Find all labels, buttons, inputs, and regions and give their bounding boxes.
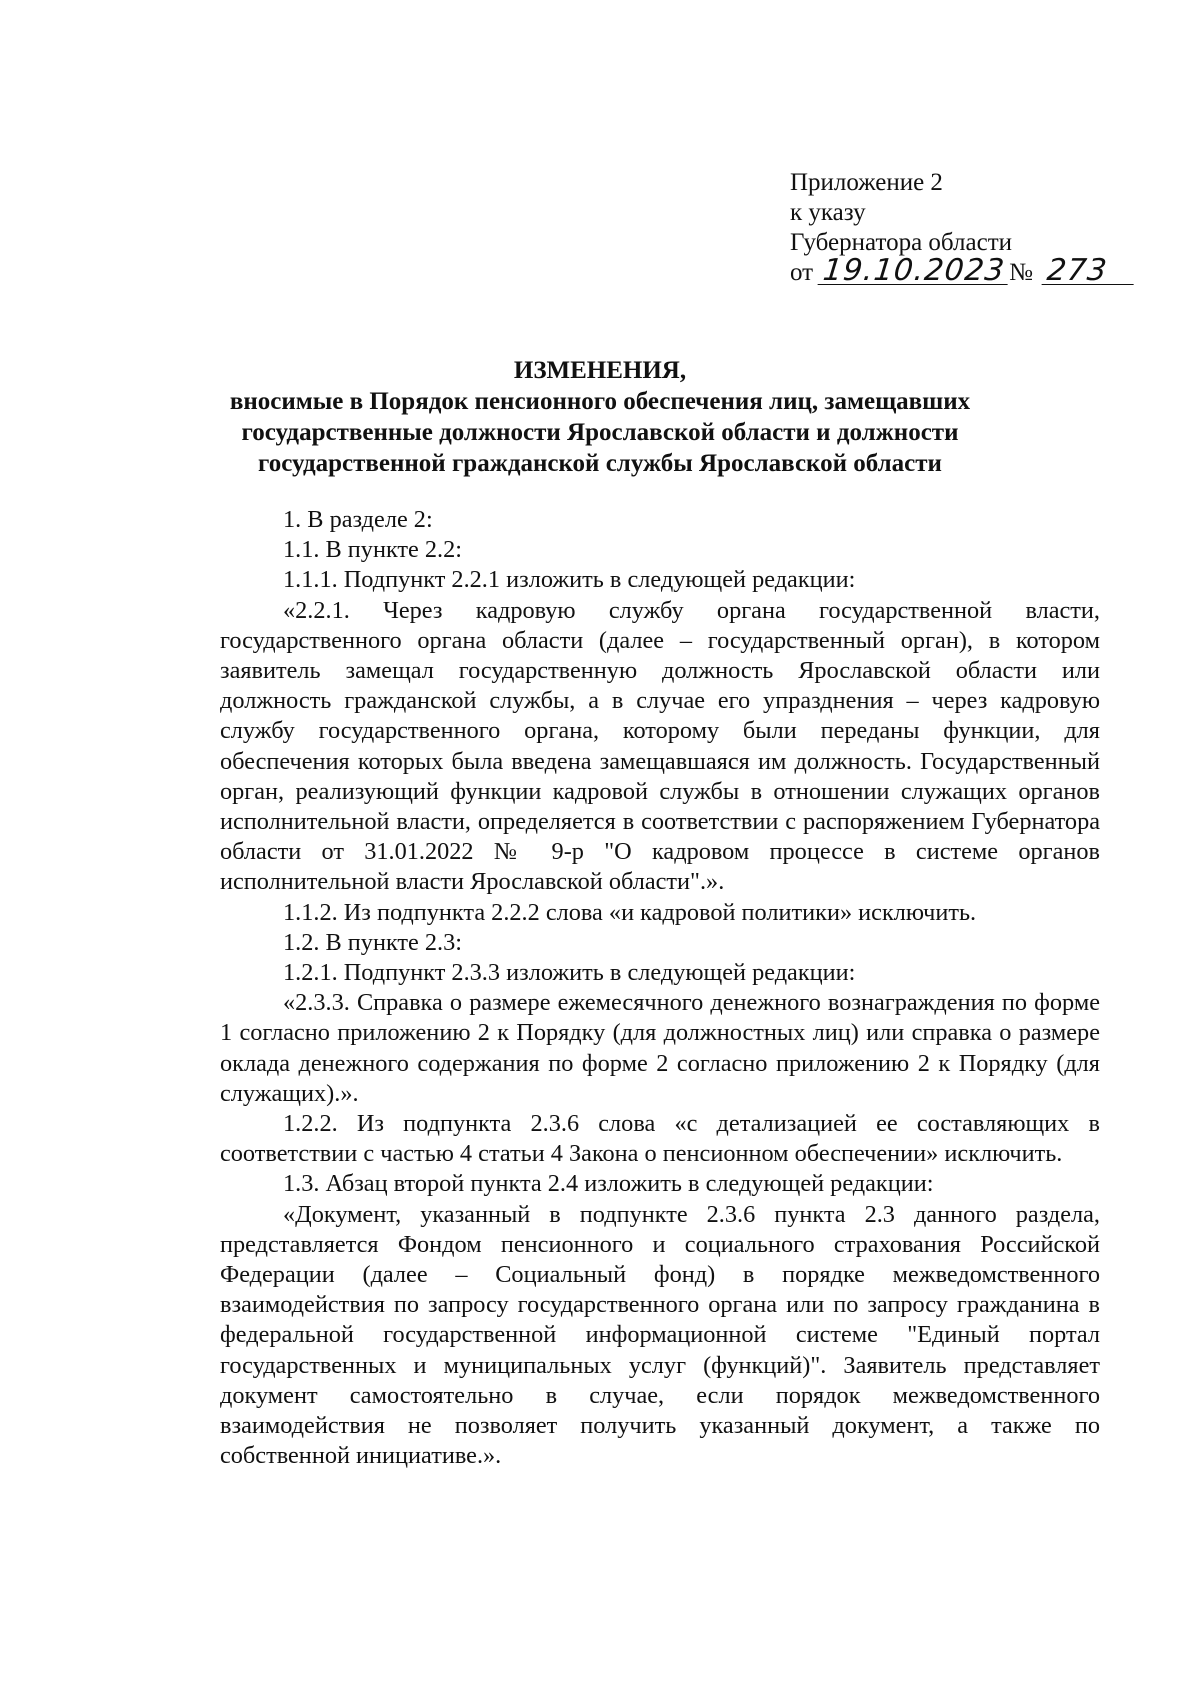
- appendix-label: Приложение 2: [790, 169, 943, 196]
- title-heading: ИЗМЕНЕНИЯ,: [513, 357, 687, 384]
- date-prefix: от: [790, 259, 814, 286]
- paragraph: 1.3. Абзац второй пункта 2.4 изложить в следующей редакции:: [283, 1170, 934, 1198]
- paragraph: «2.3.3. Справка о размере ежемесячного денежного вознаграждения по форме 1 согласно приложению 2 к Порядку (для должностных лиц) или справка о размере оклада денежного содержания по форме 2 согласно приложению 2 к Порядку (для служащих).».: [220, 989, 1100, 1107]
- paragraph: 1.1. В пункте 2.2:: [283, 536, 463, 564]
- title-subtitle-line: государственные должности Ярославской области и должности: [241, 419, 959, 446]
- paragraph: 1.2.2. Из подпункта 2.3.6 слова «с детализацией ее составляющих в соответствии с частью 4 статьи 4 Закона о пенсионном обеспечении» исключить.: [220, 1110, 1100, 1168]
- paragraph: 1.2.1. Подпункт 2.3.3 изложить в следующей редакции:: [283, 959, 856, 987]
- document-title: [180, 355, 1020, 479]
- paragraph: 1.2. В пункте 2.3:: [283, 928, 463, 956]
- paragraph: 1.1.2. Из подпункта 2.2.2 слова «и кадровой политики» исключить.: [283, 898, 977, 926]
- handwritten-date: 19.10.2023: [818, 258, 1011, 285]
- document-body: [220, 505, 1100, 1472]
- appendix-issuer: Губернатора области: [790, 229, 1012, 256]
- paragraph: «Документ, указанный в подпункте 2.3.6 пункта 2.3 данного раздела, представляется Фондом пенсионного и социального страхования Российской Федерации (далее – Социальный фонд) в порядке межведомственного взаимодействия по запросу государственного органа или по запросу гражданина в федеральной государственной информационной системе "Единый портал государственных и муниципальных услуг (функций)". Заявитель представляет документ самостоятельно в случае, если порядок межведомственного взаимодействия не позволяет получить указанный документ, а также по собственной инициативе.».: [220, 1200, 1100, 1470]
- paragraph: 1.1.1. Подпункт 2.2.1 изложить в следующей редакции:: [283, 566, 856, 594]
- paragraph: 1. В разделе 2:: [283, 506, 433, 533]
- appendix-decree-ref: к указу: [790, 199, 866, 226]
- appendix-date-number: [790, 253, 1135, 288]
- handwritten-number: 273: [1042, 258, 1137, 285]
- paragraph: «2.2.1. Через кадровую службу органа государственной власти, государственного органа области (далее – государственный орган), в котором заявитель замещал государственную должность Ярославской области или должность гражданской службы, а в случае его упразднения – через кадровую службу государственного органа, которому были переданы функции, для обеспечения которых была введена замещавшаяся им должность. Государственный орган, реализующий функции кадровой службы в отношении служащих органов исполнительной власти, определяется в соответствии с распоряжением Губернатора области от 31.01.2022 № 9-р "О кадровом процессе в системе органов исполнительной власти Ярославской области".».: [220, 596, 1100, 896]
- title-subtitle-line: государственной гражданской службы Ярославской области: [258, 450, 942, 477]
- number-sign: №: [1009, 259, 1033, 286]
- title-subtitle-line: вносимые в Порядок пенсионного обеспечения лиц, замещавших: [229, 388, 971, 415]
- appendix-header: [790, 168, 1135, 288]
